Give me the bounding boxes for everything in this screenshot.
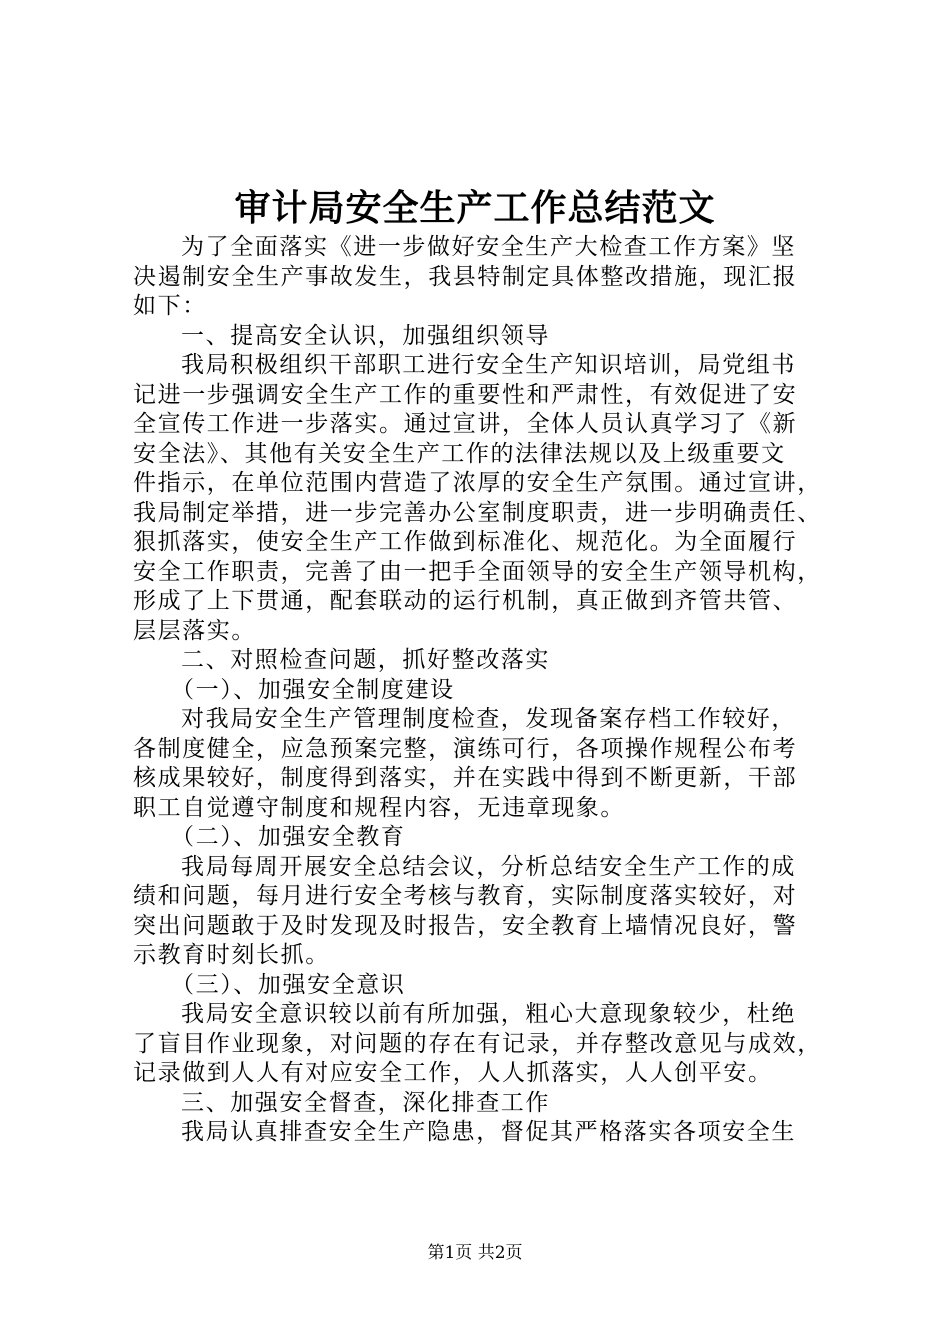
paragraph-line: 我局积极组织干部职工进行安全生产知识培训，局党组书 — [181, 352, 796, 378]
document-title: 审计局安全生产工作总结范文 — [234, 187, 716, 229]
subsection-heading: （三）、加强安全意识 — [171, 971, 406, 998]
paragraph-line: 件指示，在单位范围内营造了浓厚的安全生产氛围。通过宣讲， — [133, 470, 822, 496]
paragraph-line: 了盲目作业现象，对问题的存在有记录，并存整改意见与成效， — [133, 1030, 822, 1057]
paragraph-line: 突出问题敢于及时发现及时报告，安全教育上墙情况良好，警 — [133, 912, 798, 939]
paragraph-line: 为了全面落实《进一步做好安全生产大检查工作方案》坚 — [181, 234, 796, 260]
page-footer: 第1页 共2页 — [427, 1243, 523, 1263]
paragraph-line: 记录做到人人有对应安全工作，人人抓落实，人人创平安。 — [133, 1060, 773, 1086]
paragraph-line: 核成果较好，制度得到落实，并在实践中得到不断更新，干部 — [133, 765, 798, 791]
paragraph-line: 形成了上下贯通，配套联动的运行机制，真正做到齐管共管、 — [133, 588, 798, 614]
paragraph-line: 职工自觉遵守制度和规程内容，无违章现象。 — [133, 794, 625, 821]
paragraph-line: 对我局安全生产管理制度检查，发现备案存档工作较好， — [181, 706, 796, 732]
paragraph-line: 如下： — [133, 293, 207, 319]
paragraph-line: 各制度健全，应急预案完整，演练可行，各项操作规程公布考 — [133, 735, 798, 762]
paragraph-line: 我局认真排查安全生产隐患，督促其严格落实各项安全生 — [181, 1119, 796, 1145]
paragraph-line: 绩和问题，每月进行安全考核与教育，实际制度落实较好，对 — [133, 883, 798, 909]
paragraph-line: 狠抓落实，使安全生产工作做到标准化、规范化。为全面履行 — [133, 529, 798, 555]
paragraph-line: 层层落实。 — [133, 617, 256, 644]
paragraph-line: 我局安全意识较以前有所加强，粗心大意现象较少，杜绝 — [181, 1001, 796, 1027]
paragraph-line: 安全法》、其他有关安全生产工作的法律法规以及上级重要文 — [133, 440, 786, 467]
paragraph-line: 我局制定举措，进一步完善办公室制度职责，进一步明确责任、 — [133, 499, 822, 526]
section-heading: 三、加强安全督查，深化排查工作 — [181, 1089, 550, 1116]
subsection-heading: （一）、加强安全制度建设 — [171, 676, 455, 703]
paragraph-line: 记进一步强调安全生产工作的重要性和严肃性，有效促进了安 — [133, 381, 798, 408]
subsection-heading: （二）、加强安全教育 — [171, 824, 406, 850]
paragraph-line: 决遏制安全生产事故发生，我县特制定具体整改措施，现汇报 — [133, 263, 798, 290]
document-body — [133, 233, 833, 1148]
section-heading: 一、提高安全认识，加强组织领导 — [181, 322, 550, 349]
paragraph-line: 全宣传工作进一步落实。通过宣讲，全体人员认真学习了《新 — [133, 411, 798, 437]
paragraph-line: 我局每周开展安全总结会议，分析总结安全生产工作的成 — [181, 853, 796, 880]
paragraph-line: 示教育时刻长抓。 — [133, 942, 330, 968]
paragraph-line: 安全工作职责，完善了由一把手全面领导的安全生产领导机构， — [133, 558, 822, 585]
section-heading: 二、对照检查问题，抓好整改落实 — [181, 647, 550, 673]
